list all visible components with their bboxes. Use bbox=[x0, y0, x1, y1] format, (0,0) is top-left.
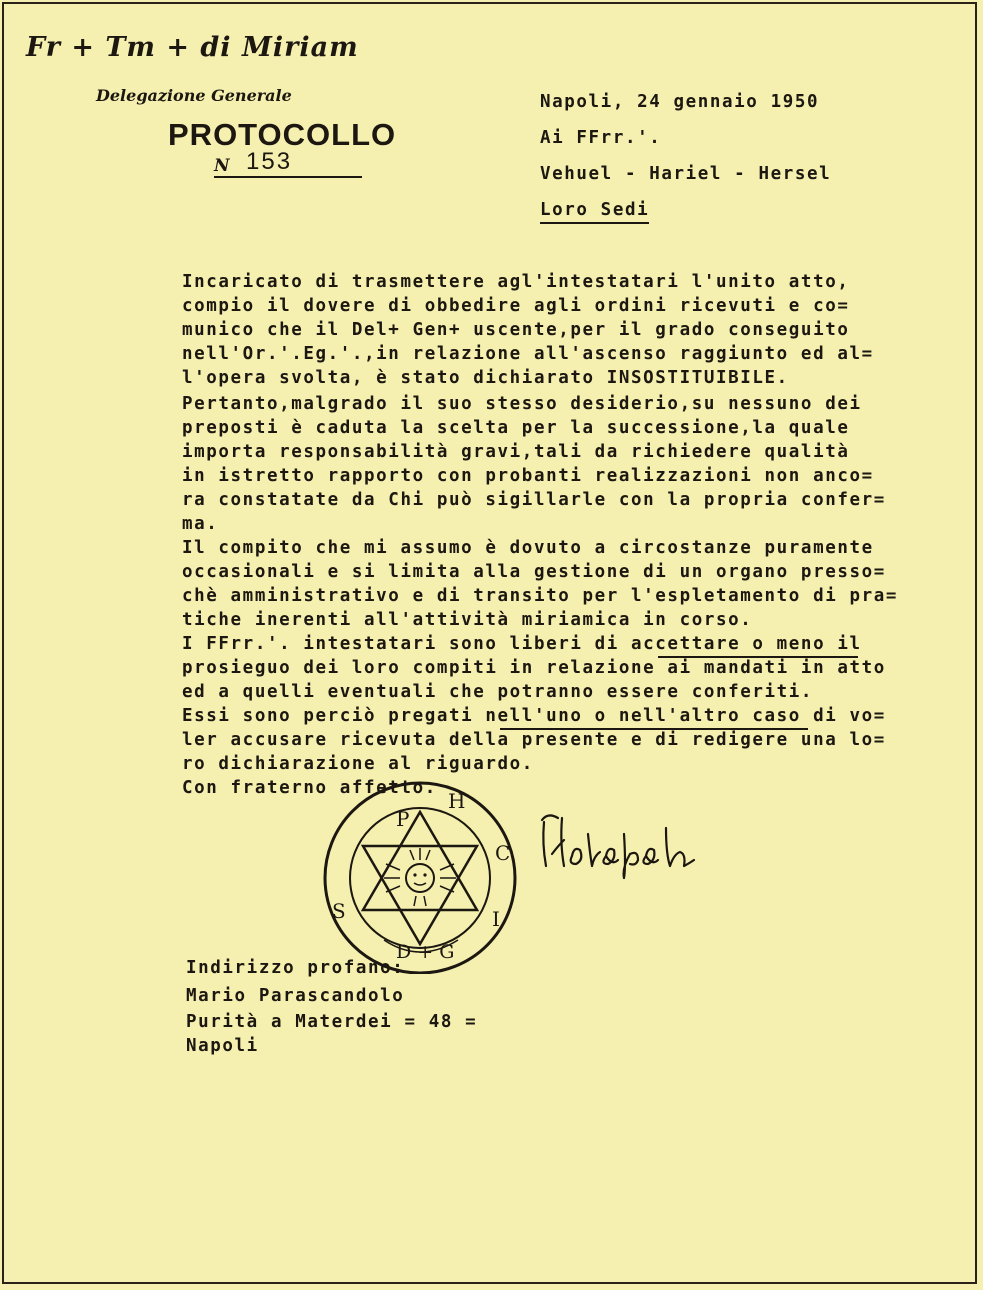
seal-letter-s: S bbox=[332, 899, 346, 923]
recipient-location bbox=[540, 200, 649, 220]
address-street: Purità a Materdei = 48 = bbox=[186, 1012, 478, 1032]
body-line: ma. bbox=[182, 514, 219, 534]
body-closing: Con fraterno affetto. bbox=[182, 778, 437, 798]
body-line: preposti è caduta la scelta per la successione,la quale bbox=[182, 418, 850, 438]
protocol-number: 153 bbox=[246, 148, 293, 175]
body-line: in istretto rapporto con probanti realizzazioni non anco= bbox=[182, 466, 874, 486]
address-city: Napoli bbox=[186, 1036, 259, 1056]
recipient-salutation: Ai FFrr.'. bbox=[540, 128, 662, 148]
body-line: nell'Or.'.Eg.'.,in relazione all'ascenso raggiunto ed al= bbox=[182, 344, 874, 364]
body-line: ra constatate da Chi può sigillarle con la propria confer= bbox=[182, 490, 886, 510]
body-line: prosieguo dei loro compiti in relazione ai mandati in atto bbox=[182, 658, 886, 678]
body-line: I FFrr.'. intestatari sono liberi di accettare o meno il bbox=[182, 634, 862, 654]
body-line: chè amministrativo e di transito per l'espletamento di pra= bbox=[182, 586, 899, 606]
address-label: Indirizzo profano: bbox=[186, 958, 405, 978]
letterhead-title: Fr + Tm + di Miriam bbox=[26, 32, 359, 63]
body-line: tiche inerenti all'attività miriamica in corso. bbox=[182, 610, 753, 630]
protocol-number-field bbox=[214, 150, 362, 178]
body-line: Incaricato di trasmettere agl'intestatari l'unito atto, bbox=[182, 272, 850, 292]
address-name: Mario Parascandolo bbox=[186, 986, 405, 1006]
letter-date: Napoli, 24 gennaio 1950 bbox=[540, 92, 820, 112]
body-line: ed a quelli eventuali che potranno essere conferiti. bbox=[182, 682, 814, 702]
seal-center-text: D + G bbox=[396, 941, 455, 963]
body-line: compio il dovere di obbedire agli ordini ricevuti e co= bbox=[182, 296, 850, 316]
seal-stamp bbox=[312, 778, 528, 974]
body-line: l'opera svolta, è stato dichiarato INSOSTITUIBILE. bbox=[182, 368, 789, 388]
protocol-label: PROTOCOLLO bbox=[168, 117, 397, 152]
underline-nell-uno bbox=[500, 728, 808, 730]
seal-letter-i: I bbox=[492, 907, 500, 931]
body-line: Il compito che mi assumo è dovuto a circostanze puramente bbox=[182, 538, 874, 558]
delegation-label: Delegazione Generale bbox=[96, 86, 292, 105]
seal-letter-c: C bbox=[495, 841, 511, 865]
body-line: occasionali e si limita alla gestione di un organo presso= bbox=[182, 562, 886, 582]
body-line: Essi sono perciò pregati nell'uno o nell'altro caso di vo= bbox=[182, 706, 886, 726]
protocol-n: N bbox=[214, 156, 230, 176]
handwritten-signature bbox=[538, 804, 748, 880]
body-line: ler accusare ricevuta della presente e di redigere una lo= bbox=[182, 730, 886, 750]
body-line: munico che il Del+ Gen+ uscente,per il grado conseguito bbox=[182, 320, 850, 340]
signature-text: Habajah bbox=[538, 804, 543, 805]
body-line: importa responsabilità gravi,tali da richiedere qualità bbox=[182, 442, 850, 462]
recipient-location-text: Loro Sedi bbox=[540, 200, 649, 224]
body-line: Pertanto,malgrado il suo stesso desiderio,su nessuno dei bbox=[182, 394, 862, 414]
recipient-names: Vehuel - Hariel - Hersel bbox=[540, 164, 832, 184]
body-line: ro dichiarazione al riguardo. bbox=[182, 754, 534, 774]
seal-letter-h: H bbox=[448, 789, 466, 813]
underline-accettare bbox=[658, 656, 858, 658]
seal-letter-p: P bbox=[396, 807, 410, 831]
